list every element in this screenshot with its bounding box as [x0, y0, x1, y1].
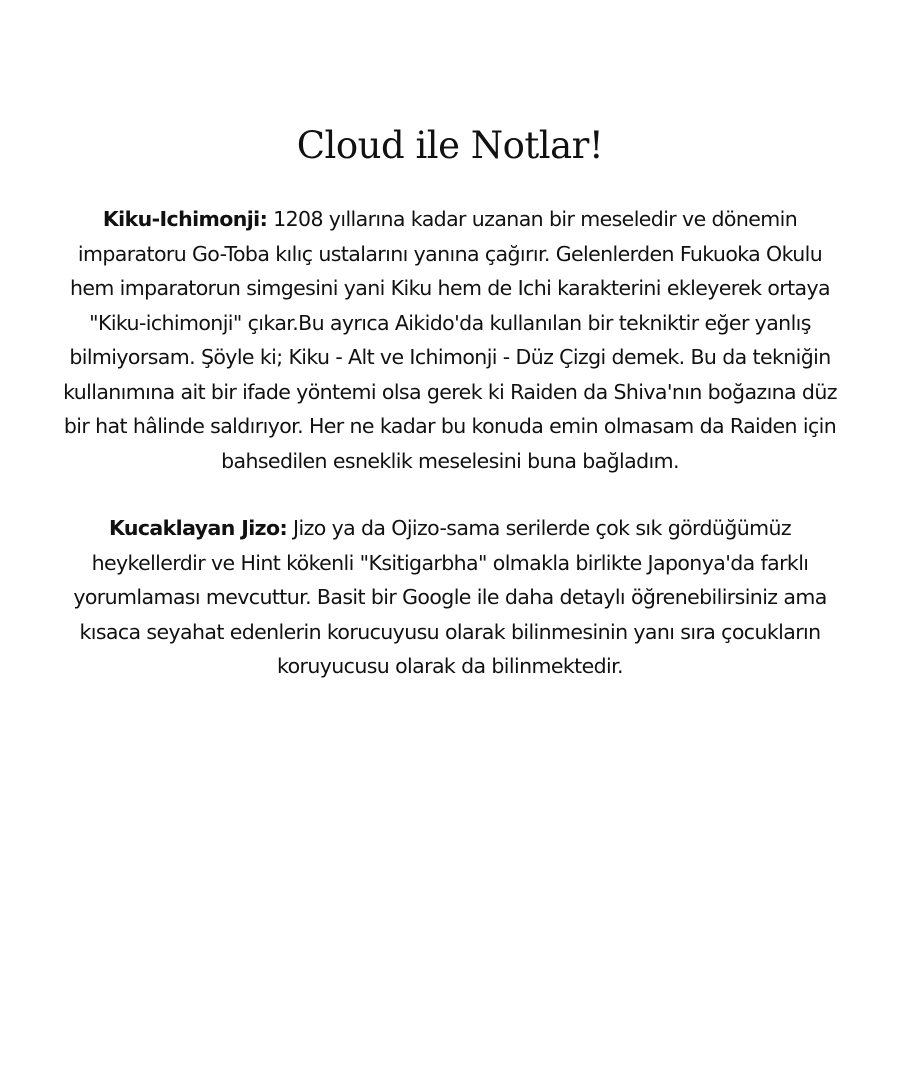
- note-line: [30, 511, 870, 546]
- note-line: "Kiku-ichimonji" çıkar.Bu ayrıca Aikido'da kullanılan bir tekniktir eğer yanlış: [89, 310, 811, 335]
- note-text: Jizo ya da Ojizo-sama serilerde çok sık gördüğümüz: [293, 516, 792, 540]
- note-line: bilmiyorsam. Şöyle ki; Kiku - Alt ve Ichimonji - Düz Çizgi demek. Bu da tekniğin: [69, 345, 831, 369]
- note-line: yorumlaması mevcuttur. Basit bir Google ile daha detaylı öğrenebilirsiniz ama: [73, 585, 827, 609]
- note-kucaklayan-jizo: [30, 511, 870, 684]
- note-kiku-ichimonji: [30, 202, 870, 478]
- note-line: kısaca seyahat edenlerin korucuyusu olarak bilinmesinin yanı sıra çocukların: [79, 619, 821, 644]
- note-line: koruyucusu olarak da bilinmektedir.: [277, 654, 623, 678]
- note-line: imparatoru Go-Toba kılıç ustalarını yanına çağırır. Gelenlerden Fukuoka Okulu: [77, 241, 823, 266]
- note-line: hem imparatorun simgesini yani Kiku hem de Ichi karakterini ekleyerek ortaya: [69, 276, 831, 300]
- note-term: Kiku-Ichimonji:: [102, 207, 268, 231]
- note-line: heykellerdir ve Hint kökenli "Ksitigarbha" olmakla birlikte Japonya'da farklı: [91, 550, 809, 575]
- note-text: 1208 yıllarına kadar uzanan bir meseledir ve dönemin: [273, 207, 798, 231]
- note-line: [30, 202, 870, 237]
- note-term: Kucaklayan Jizo:: [108, 516, 288, 540]
- note-line: bir hat hâlinde saldırıyor. Her ne kadar bu konuda emin olmasam da Raiden için: [63, 414, 837, 438]
- page-title: Cloud ile Notlar!: [296, 124, 604, 167]
- note-line: bahsedilen esneklik meselesini buna bağladım.: [221, 448, 679, 473]
- note-line: kullanımına ait bir ifade yöntemi olsa gerek ki Raiden da Shiva'nın boğazına düz: [63, 379, 837, 404]
